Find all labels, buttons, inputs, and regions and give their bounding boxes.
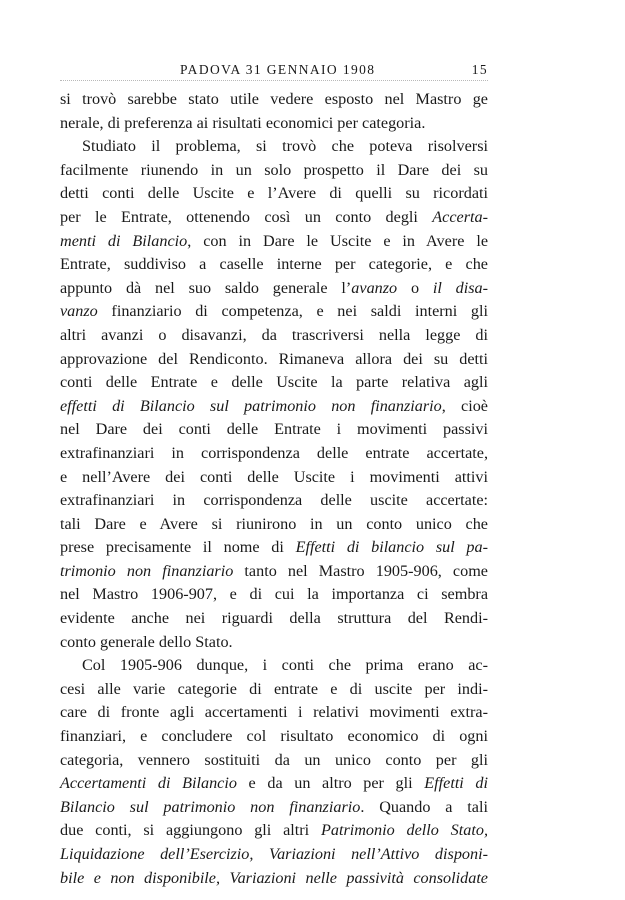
text-line: categoria, vennero sostituiti da un unico conto per gli	[60, 750, 488, 769]
text-line: extrafinanziari in corrispondenza delle entrate accertate,	[60, 443, 488, 462]
text-line: bile e non disponibile, Variazioni nelle passività consolidate	[60, 868, 488, 887]
text-line: extrafinanziari in corrispondenza delle uscite accertate:	[60, 491, 488, 510]
text-line: finanziari, e concludere col risultato economico di ogni	[60, 727, 488, 746]
text-line: trimonio non finanziario tanto nel Mastro 1905-906, come	[60, 561, 488, 580]
text-line: due conti, si aggiungono gli altri Patrimonio dello Stato,	[60, 821, 489, 840]
page-number: 15	[471, 62, 488, 77]
text-line: conto generale dello Stato.	[60, 632, 233, 651]
body-text	[60, 88, 488, 890]
header-rule	[60, 80, 488, 81]
text-line: tali Dare e Avere si riunirono in un conto unico che	[60, 514, 488, 533]
text-line: approvazione del Rendiconto. Rimaneva allora dei su detti	[60, 349, 488, 368]
text-line: conti delle Entrate e delle Uscite la parte relativa agli	[60, 373, 488, 392]
text-line: evidente anche nei riguardi della struttura del Rendi-	[60, 609, 488, 628]
text-line: nerale, di preferenza ai risultati economici per categoria.	[60, 113, 426, 132]
text-line: nel Mastro 1906-907, e di cui la importanza ci sembra	[60, 585, 488, 604]
text-line: detti conti delle Uscite e l’Avere di quelli su ricordati	[60, 184, 488, 203]
text-line: facilmente riunendo in un solo prospetto il Dare dei su	[60, 160, 488, 179]
text-line: Entrate, suddiviso a caselle interne per categorie, e che	[60, 255, 488, 274]
text-line: care di fronte agli accertamenti i relativi movimenti extra-	[60, 703, 488, 722]
text-line: Accertamenti di Bilancio e da un altro per gli Effetti di	[60, 774, 489, 793]
text-line: per le Entrate, ottenendo così un conto degli Accerta-	[60, 207, 488, 226]
text-line: e nell’Avere dei conti delle Uscite i movimenti attivi	[60, 467, 488, 486]
text-line: prese precisamente il nome di Effetti di bilancio sul pa-	[60, 538, 489, 557]
running-head	[60, 62, 488, 82]
text-line: Col 1905-906 dunque, i conti che prima erano ac-	[82, 656, 488, 675]
text-line: menti di Bilancio, con in Dare le Uscite e in Avere le	[60, 231, 489, 250]
text-line: appunto dà nel suo saldo generale l’avanzo o il disa-	[60, 278, 488, 297]
text-line: vanzo finanziario di competenza, e nei saldi interni gli	[60, 302, 488, 321]
text-line: si trovò sarebbe stato utile vedere esposto nel Mastro ge	[60, 90, 488, 108]
text-line: Liquidazione dell’Esercizio, Variazioni nell’Attivo disponi-	[60, 845, 488, 863]
text-line: nel Dare dei conti delle Entrate i movimenti passivi	[60, 420, 488, 439]
text-line: altri avanzi o disavanzi, da trascriversi nella legge di	[60, 325, 488, 344]
text-line: Bilancio sul patrimonio non finanziario. Quando a tali	[60, 797, 488, 816]
text-line: Studiato il problema, si trovò che poteva risolversi	[82, 137, 488, 156]
text-line: effetti di Bilancio sul patrimonio non finanziario, cioè	[60, 396, 488, 415]
running-title: PADOVA 31 GENNAIO 1908	[180, 62, 376, 77]
text-line: cesi alle varie categorie di entrate e di uscite per indi-	[60, 679, 488, 698]
